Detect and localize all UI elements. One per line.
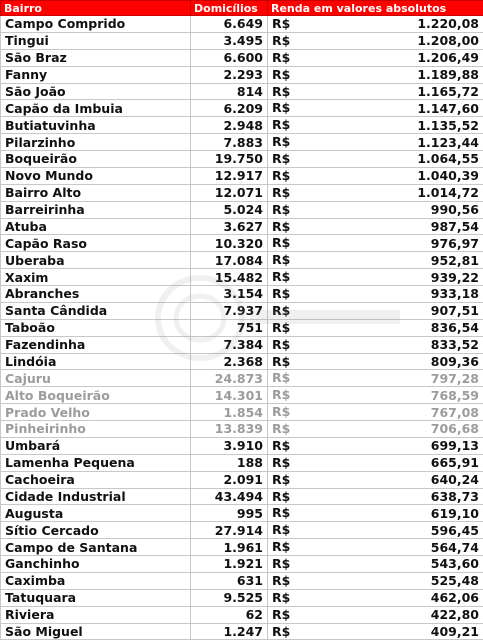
table-row (1, 167, 483, 184)
renda-value: 767,08 (430, 404, 479, 420)
currency-label: R$ (272, 218, 291, 234)
renda-cell (268, 421, 483, 438)
bairro-cell: Atuba (1, 218, 191, 235)
bairro-cell: Lindóia (1, 353, 191, 370)
domicilios-cell: 27.914 (191, 522, 268, 539)
currency-label: R$ (272, 252, 291, 268)
currency-label: R$ (272, 572, 291, 588)
bairro-cell: Capão Raso (1, 235, 191, 252)
currency-label: R$ (272, 454, 291, 470)
domicilios-cell: 2.948 (191, 117, 268, 134)
table-row (1, 235, 483, 252)
renda-cell (268, 167, 483, 184)
currency-label: R$ (272, 167, 291, 183)
table-row (1, 252, 483, 269)
renda-cell (268, 252, 483, 269)
renda-value: 1.220,08 (417, 16, 479, 32)
currency-label: R$ (272, 336, 291, 352)
renda-cell (268, 66, 483, 83)
table-row (1, 49, 483, 66)
bairro-cell: Bairro Alto (1, 184, 191, 201)
bairro-cell: Pinheirinho (1, 421, 191, 438)
table-row (1, 184, 483, 201)
table-row (1, 201, 483, 218)
currency-label: R$ (272, 353, 291, 369)
domicilios-cell: 5.024 (191, 201, 268, 218)
table-row (1, 539, 483, 556)
table-row (1, 83, 483, 100)
domicilios-cell: 995 (191, 505, 268, 522)
renda-cell (268, 505, 483, 522)
renda-cell (268, 201, 483, 218)
currency-label: R$ (272, 505, 291, 521)
renda-value: 907,51 (430, 303, 479, 319)
renda-value: 1.206,49 (417, 50, 479, 66)
renda-cell (268, 623, 483, 640)
table-row (1, 302, 483, 319)
renda-value: 933,18 (430, 286, 479, 302)
bairro-cell: Taboão (1, 319, 191, 336)
table-row (1, 589, 483, 606)
domicilios-cell: 9.525 (191, 589, 268, 606)
renda-cell (268, 606, 483, 623)
currency-label: R$ (272, 117, 291, 133)
renda-cell (268, 572, 483, 589)
domicilios-cell: 7.937 (191, 302, 268, 319)
domicilios-cell: 3.627 (191, 218, 268, 235)
renda-value: 409,21 (430, 623, 479, 639)
domicilios-cell: 1.961 (191, 539, 268, 556)
domicilios-cell: 43.494 (191, 488, 268, 505)
renda-cell (268, 387, 483, 404)
domicilios-cell: 751 (191, 319, 268, 336)
domicilios-cell: 6.600 (191, 49, 268, 66)
currency-label: R$ (272, 522, 291, 538)
currency-label: R$ (272, 235, 291, 251)
renda-cell (268, 218, 483, 235)
domicilios-cell: 24.873 (191, 370, 268, 387)
bairro-cell: Xaxim (1, 269, 191, 286)
renda-cell (268, 49, 483, 66)
table-row (1, 66, 483, 83)
renda-cell (268, 151, 483, 168)
domicilios-cell: 2.293 (191, 66, 268, 83)
renda-value: 833,52 (430, 337, 479, 353)
renda-value: 939,22 (430, 269, 479, 285)
renda-cell (268, 437, 483, 454)
domicilios-cell: 17.084 (191, 252, 268, 269)
renda-value: 768,59 (430, 387, 479, 403)
renda-value: 1.189,88 (417, 67, 479, 83)
renda-cell (268, 454, 483, 471)
header-renda: Renda em valores absolutos (268, 1, 483, 16)
renda-cell (268, 134, 483, 151)
bairro-cell: Alto Boqueirão (1, 387, 191, 404)
table-row (1, 572, 483, 589)
renda-value: 1.040,39 (417, 168, 479, 184)
header-domicilios: Domicílios (191, 1, 268, 16)
bairro-cell: Lamenha Pequena (1, 454, 191, 471)
currency-label: R$ (272, 404, 291, 420)
renda-value: 699,13 (430, 438, 479, 454)
header-row (1, 1, 483, 16)
table-row (1, 134, 483, 151)
table-row (1, 286, 483, 303)
domicilios-cell: 3.154 (191, 286, 268, 303)
currency-label: R$ (272, 319, 291, 335)
renda-value: 596,45 (430, 522, 479, 538)
renda-value: 952,81 (430, 252, 479, 268)
currency-label: R$ (272, 488, 291, 504)
renda-value: 1.208,00 (417, 33, 479, 49)
renda-cell (268, 404, 483, 421)
bairro-cell: Campo Comprido (1, 16, 191, 33)
currency-label: R$ (272, 134, 291, 150)
currency-label: R$ (272, 269, 291, 285)
bairro-cell: Cajuru (1, 370, 191, 387)
renda-value: 665,91 (430, 455, 479, 471)
currency-label: R$ (272, 83, 291, 99)
renda-cell (268, 539, 483, 556)
currency-label: R$ (272, 606, 291, 622)
renda-cell (268, 556, 483, 573)
currency-label: R$ (272, 32, 291, 48)
table-row (1, 505, 483, 522)
table-row (1, 100, 483, 117)
renda-value: 987,54 (430, 218, 479, 234)
table-row (1, 522, 483, 539)
domicilios-cell: 62 (191, 606, 268, 623)
renda-value: 836,54 (430, 320, 479, 336)
domicilios-cell: 6.209 (191, 100, 268, 117)
domicilios-cell: 1.921 (191, 556, 268, 573)
currency-label: R$ (272, 151, 291, 166)
bairro-cell: São João (1, 83, 191, 100)
domicilios-cell: 3.910 (191, 437, 268, 454)
bairro-cell: Campo de Santana (1, 539, 191, 556)
domicilios-cell: 1.247 (191, 623, 268, 640)
renda-cell (268, 269, 483, 286)
renda-cell (268, 589, 483, 606)
currency-label: R$ (272, 437, 291, 453)
table-row (1, 319, 483, 336)
renda-cell (268, 522, 483, 539)
domicilios-cell: 14.301 (191, 387, 268, 404)
domicilios-cell: 2.368 (191, 353, 268, 370)
bairro-cell: Prado Velho (1, 404, 191, 421)
table-row (1, 370, 483, 387)
currency-label: R$ (272, 66, 291, 82)
currency-label: R$ (272, 623, 291, 639)
renda-cell (268, 286, 483, 303)
renda-cell (268, 117, 483, 134)
currency-label: R$ (272, 100, 291, 116)
renda-value: 619,10 (430, 505, 479, 521)
bairro-cell: Abranches (1, 286, 191, 303)
bairro-cell: Tatuquara (1, 589, 191, 606)
renda-cell (268, 319, 483, 336)
bairro-cell: São Miguel (1, 623, 191, 640)
domicilios-cell: 7.883 (191, 134, 268, 151)
table-row (1, 421, 483, 438)
table-row (1, 218, 483, 235)
table-row (1, 488, 483, 505)
currency-label: R$ (272, 556, 291, 571)
bairro-cell: Tingui (1, 32, 191, 49)
table-header (1, 1, 483, 16)
bairro-cell: Boqueirão (1, 151, 191, 168)
table-row (1, 454, 483, 471)
bairro-cell: Riviera (1, 606, 191, 623)
renda-cell (268, 370, 483, 387)
renda-value: 422,80 (430, 607, 479, 623)
domicilios-cell: 15.482 (191, 269, 268, 286)
renda-value: 797,28 (430, 370, 479, 386)
table-row (1, 117, 483, 134)
renda-value: 976,97 (430, 235, 479, 251)
bairro-cell: Novo Mundo (1, 167, 191, 184)
renda-cell (268, 488, 483, 505)
domicilios-cell: 6.649 (191, 16, 268, 33)
table-row (1, 387, 483, 404)
bairro-cell: Santa Cândida (1, 302, 191, 319)
table-row (1, 471, 483, 488)
renda-value: 1.064,55 (417, 151, 479, 167)
domicilios-cell: 12.917 (191, 167, 268, 184)
renda-value: 1.165,72 (417, 83, 479, 99)
renda-value: 1.123,44 (417, 134, 479, 150)
table-row (1, 623, 483, 640)
renda-value: 638,73 (430, 488, 479, 504)
bairro-cell: Ganchinho (1, 556, 191, 573)
domicilios-cell: 631 (191, 572, 268, 589)
renda-cell (268, 471, 483, 488)
renda-value: 1.014,72 (417, 185, 479, 201)
renda-value: 990,56 (430, 202, 479, 218)
currency-label: R$ (272, 539, 291, 555)
bairro-cell: Cachoeira (1, 471, 191, 488)
bairro-cell: Pilarzinho (1, 134, 191, 151)
table-row (1, 32, 483, 49)
renda-value: 706,68 (430, 421, 479, 437)
bairro-cell: Fanny (1, 66, 191, 83)
domicilios-cell: 1.854 (191, 404, 268, 421)
renda-cell (268, 16, 483, 33)
table-row (1, 556, 483, 573)
bairro-cell: São Braz (1, 49, 191, 66)
table-row (1, 404, 483, 421)
currency-label: R$ (272, 302, 291, 318)
renda-value: 1.135,52 (417, 117, 479, 133)
table-row (1, 269, 483, 286)
renda-cell (268, 235, 483, 252)
renda-cell (268, 336, 483, 353)
bairro-cell: Capão da Imbuia (1, 100, 191, 117)
table-body (1, 16, 483, 640)
renda-value: 543,60 (430, 556, 479, 572)
domicilios-cell: 13.839 (191, 421, 268, 438)
domicilios-cell: 7.384 (191, 336, 268, 353)
domicilios-cell: 814 (191, 83, 268, 100)
table-row (1, 336, 483, 353)
header-bairro: Bairro (1, 1, 191, 16)
renda-value: 1.147,60 (417, 100, 479, 116)
table-row (1, 353, 483, 370)
renda-cell (268, 184, 483, 201)
bairro-cell: Butiatuvinha (1, 117, 191, 134)
renda-cell (268, 302, 483, 319)
table-row (1, 16, 483, 33)
currency-label: R$ (272, 184, 291, 200)
domicilios-cell: 3.495 (191, 32, 268, 49)
bairro-cell: Uberaba (1, 252, 191, 269)
bairro-cell: Caximba (1, 572, 191, 589)
bairro-cell: Umbará (1, 437, 191, 454)
table-row (1, 606, 483, 623)
currency-label: R$ (272, 201, 291, 217)
domicilios-cell: 188 (191, 454, 268, 471)
renda-value: 809,36 (430, 353, 479, 369)
bairro-cell: Augusta (1, 505, 191, 522)
renda-cell (268, 32, 483, 49)
currency-label: R$ (272, 471, 291, 487)
bairro-cell: Sítio Cercado (1, 522, 191, 539)
bairro-cell: Fazendinha (1, 336, 191, 353)
currency-label: R$ (272, 421, 291, 436)
renda-cell (268, 83, 483, 100)
renda-cell (268, 353, 483, 370)
renda-cell (268, 100, 483, 117)
domicilios-cell: 2.091 (191, 471, 268, 488)
domicilios-cell: 19.750 (191, 151, 268, 168)
renda-value: 640,24 (430, 472, 479, 488)
bairro-cell: Cidade Industrial (1, 488, 191, 505)
currency-label: R$ (272, 370, 291, 386)
currency-label: R$ (272, 387, 291, 403)
table-row (1, 437, 483, 454)
currency-label: R$ (272, 286, 291, 301)
currency-label: R$ (272, 589, 291, 605)
domicilios-cell: 12.071 (191, 184, 268, 201)
currency-label: R$ (272, 49, 291, 65)
bairro-cell: Barreirinha (1, 201, 191, 218)
renda-value: 462,06 (430, 590, 479, 606)
renda-value: 564,74 (430, 539, 479, 555)
currency-label: R$ (272, 16, 291, 31)
domicilios-cell: 10.320 (191, 235, 268, 252)
renda-value: 525,48 (430, 573, 479, 589)
table-row (1, 151, 483, 168)
